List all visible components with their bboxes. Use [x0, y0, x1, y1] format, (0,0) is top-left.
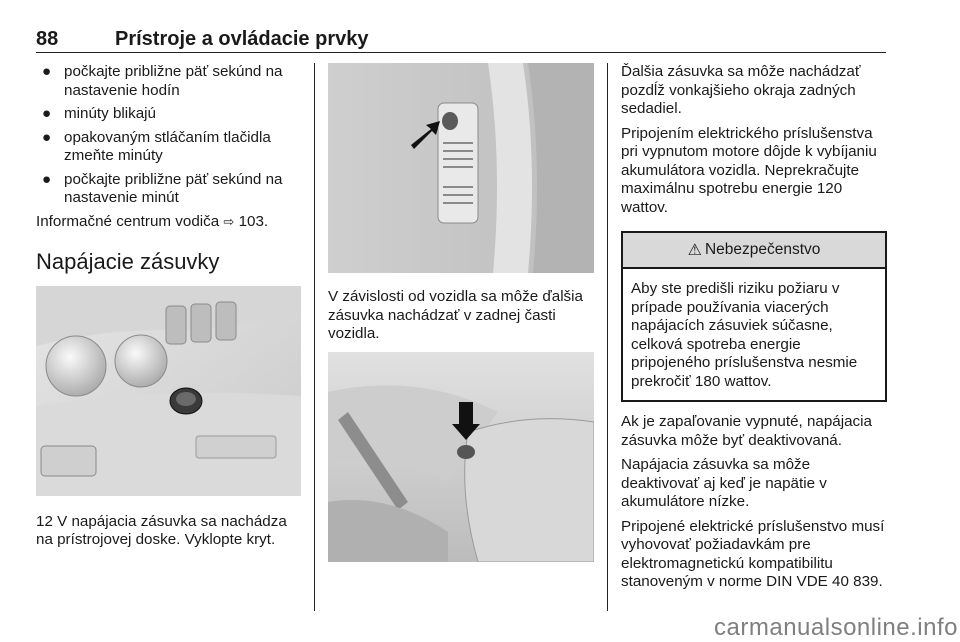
bullet-icon: ● [42, 63, 52, 80]
watermark: carmanualsonline.info [714, 614, 958, 641]
body-paragraph: V závislosti od vozidla sa môže ďalšia zásuvka nachádzať v zadnej časti vozidla. [328, 288, 583, 342]
dashboard-socket-illustration [36, 286, 301, 496]
rear-socket-illustration [328, 63, 594, 273]
list-item: ● počkajte približne päť sekúnd na nastavenie hodín [42, 63, 283, 99]
page-number: 88 [36, 28, 59, 50]
body-paragraph: Napájacia zásuvka sa môže deaktivovať aj keď je napätie v akumulátore nízke. [621, 456, 827, 510]
warning-text: Aby ste predišli riziku požiaru v prípade používania viacerých napájacích zásuviek súčasne, celková spotreba energie pripojeného príslušenstva nesmie prekročiť 180 wattov. [631, 280, 858, 390]
section-heading: Napájacie zásuvky [36, 249, 220, 274]
column-left [36, 63, 301, 556]
bullet-icon: ● [42, 170, 52, 188]
warning-header [623, 233, 885, 269]
warning-triangle-icon: ⚠ [687, 239, 702, 259]
list-item: ● opakovaným stláčaním tlačidla zmeňte minúty [42, 128, 271, 164]
body-paragraph: Pripojené elektrické príslušenstvo musí vyhovovať požiadavkám pre elektromagnetickú kompatibilitu stanoveným v norme DIN VDE 40 839. [621, 517, 885, 590]
column-right [621, 63, 887, 598]
column-divider [314, 63, 315, 611]
warning-box [621, 231, 887, 402]
column-middle [328, 63, 594, 562]
arrow-right-icon: ⇨ [223, 214, 235, 230]
cross-reference[interactable]: Informačné centrum vodiča ⇨ 103. [36, 212, 269, 230]
warning-title: Nebezpečenstvo [704, 240, 821, 258]
body-paragraph: Ak je zapaľovanie vypnuté, napájacia zásuvka môže byť deaktivovaná. [621, 413, 872, 449]
body-paragraph: Pripojením elektrického príslušenstva pri vypnutom motore dôjde k vybíjaniu akumulátora vozidla. Neprekračujte maximálnu spotrebu energie 120 wattov. [621, 124, 877, 216]
bullet-icon: ● [42, 105, 52, 122]
chapter-title: Prístroje a ovládacie prvky [115, 28, 369, 50]
page-header [36, 26, 886, 53]
figure-caption: 12 V napájacia zásuvka sa nachádza na prístrojovej doske. Vyklopte kryt. [36, 512, 287, 548]
column-divider [607, 63, 608, 611]
body-paragraph: Ďalšia zásuvka sa môže nachádzať pozdĺž vonkajšieho okraja zadných sedadiel. [621, 63, 861, 117]
seat-socket-illustration [328, 352, 594, 562]
steps-list [36, 63, 301, 208]
bullet-icon: ● [42, 128, 52, 146]
list-item: ● počkajte približne päť sekúnd na nastavenie minút [42, 170, 283, 206]
list-item: ● minúty blikajú [42, 105, 157, 122]
